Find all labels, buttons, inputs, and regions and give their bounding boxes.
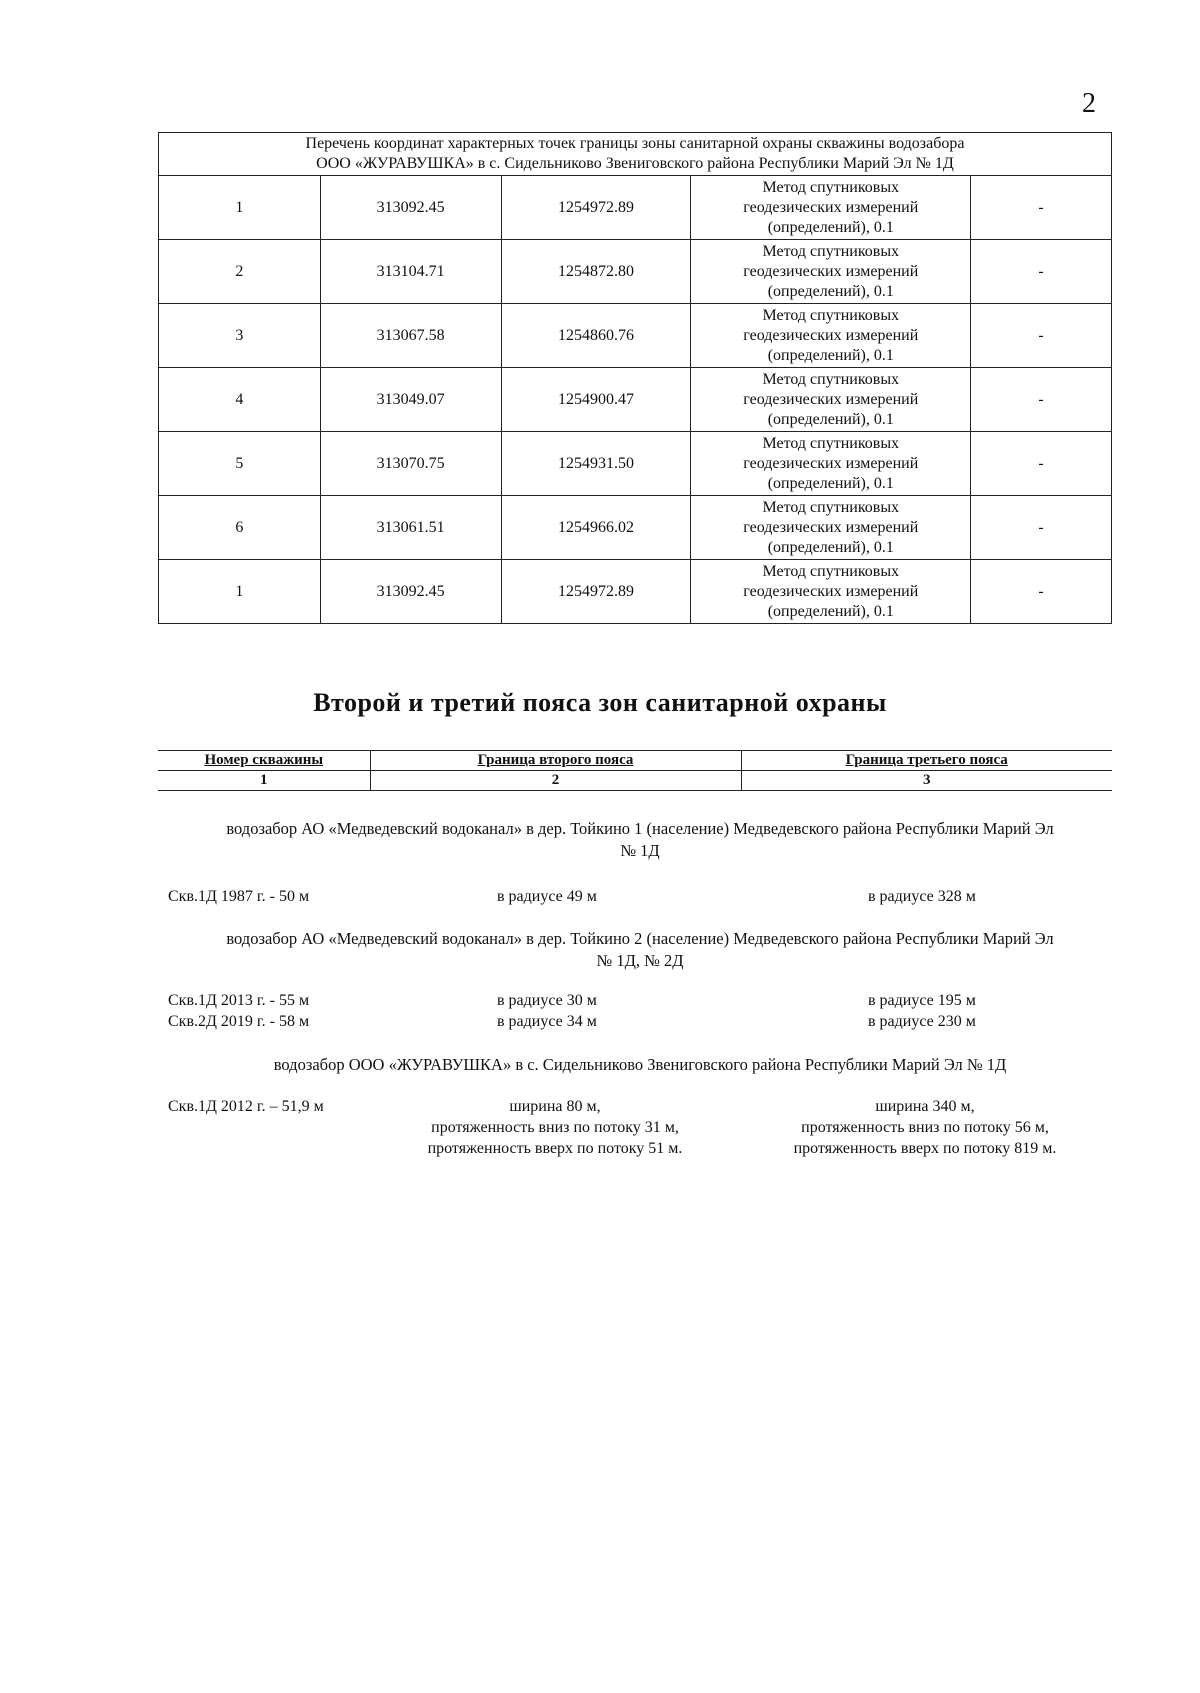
section-2-well-1: Скв.1Д 2013 г. - 55 м <box>168 992 310 1009</box>
coordinate-y: 1254931.50 <box>501 432 691 496</box>
method-line1: Метод спутниковых <box>762 370 900 388</box>
point-number: 4 <box>159 368 321 432</box>
description-dash: - <box>971 304 1112 368</box>
header-well-number: Номер скважины <box>158 751 370 771</box>
point-number: 5 <box>159 432 321 496</box>
coordinate-row <box>159 176 1112 240</box>
method-line1: Метод спутниковых <box>762 434 900 452</box>
column-number-2: 2 <box>370 771 741 791</box>
measurement-method <box>691 368 971 432</box>
section-3-zone3-downstream: протяженность вниз по потоку 56 м, <box>801 1119 1049 1136</box>
point-number: 2 <box>159 240 321 304</box>
coordinate-row <box>159 304 1112 368</box>
coordinate-y: 1254966.02 <box>501 496 691 560</box>
coordinate-y: 1254872.80 <box>501 240 691 304</box>
method-line1: Метод спутниковых <box>762 242 900 260</box>
method-line2: геодезических измерений <box>743 198 919 216</box>
method-line3: (определений), 0.1 <box>767 474 894 492</box>
coordinate-x: 313067.58 <box>320 304 501 368</box>
section-1-zone2: в радиусе 49 м <box>497 888 597 905</box>
section-2-title-line1: водозабор АО «Медведевский водоканал» в дер. Тойкино 2 (население) Медведевского района Республики Марий Эл <box>226 929 1054 948</box>
section-2-zone3-1: в радиусе 195 м <box>868 992 976 1009</box>
coordinates-title-line1: Перечень координат характерных точек границы зоны санитарной охраны скважины водозабора <box>305 135 965 152</box>
method-line2: геодезических измерений <box>743 390 919 408</box>
description-dash: - <box>971 368 1112 432</box>
coordinate-y: 1254860.76 <box>501 304 691 368</box>
method-line2: геодезических измерений <box>743 518 919 536</box>
measurement-method <box>691 496 971 560</box>
method-line2: геодезических измерений <box>743 262 919 280</box>
section-3-zone3-upstream: протяженность вверх по потоку 819 м. <box>793 1140 1057 1157</box>
coordinate-row <box>159 560 1112 624</box>
method-line2: геодезических измерений <box>743 454 919 472</box>
section-1-zone3: в радиусе 328 м <box>868 888 976 905</box>
section-3-zone2 <box>390 1096 720 1159</box>
coordinate-row <box>159 432 1112 496</box>
section-2-zone2-2: в радиусе 34 м <box>497 1013 597 1030</box>
section-heading: Второй и третий пояса зон санитарной охраны <box>313 688 887 717</box>
section-2-zone2-1: в радиусе 30 м <box>497 992 597 1009</box>
method-line3: (определений), 0.1 <box>767 602 894 620</box>
section-3-well: Скв.1Д 2012 г. – 51,9 м <box>168 1098 324 1115</box>
measurement-method <box>691 240 971 304</box>
header-second-zone: Граница второго пояса <box>370 751 741 771</box>
coordinate-x: 313104.71 <box>320 240 501 304</box>
method-line1: Метод спутниковых <box>762 562 900 580</box>
section-3-title-line1: водозабор ООО «ЖУРАВУШКА» в с. Сидельниково Звениговского района Республики Марий Эл № 1Д <box>273 1055 1007 1074</box>
method-line3: (определений), 0.1 <box>767 218 894 236</box>
point-number: 6 <box>159 496 321 560</box>
method-line3: (определений), 0.1 <box>767 346 894 364</box>
measurement-method <box>691 560 971 624</box>
description-dash: - <box>971 176 1112 240</box>
section-2-title <box>170 928 1110 972</box>
section-2-zone3-2: в радиусе 230 м <box>868 1013 976 1030</box>
coordinate-x: 313092.45 <box>320 560 501 624</box>
method-line1: Метод спутниковых <box>762 498 900 516</box>
measurement-method <box>691 432 971 496</box>
section-3-title <box>170 1054 1110 1076</box>
section-3-zone2-downstream: протяженность вниз по потоку 31 м, <box>431 1119 679 1136</box>
coordinates-table-title <box>159 133 1112 176</box>
method-line1: Метод спутниковых <box>762 306 900 324</box>
coordinate-y: 1254972.89 <box>501 560 691 624</box>
coordinate-row <box>159 368 1112 432</box>
measurement-method <box>691 304 971 368</box>
header-third-zone: Граница третьего пояса <box>741 751 1112 771</box>
point-number: 1 <box>159 176 321 240</box>
section-3-zone2-width: ширина 80 м, <box>509 1098 601 1115</box>
coordinate-x: 313070.75 <box>320 432 501 496</box>
section-1-title-line2: № 1Д <box>620 841 660 860</box>
coordinate-row <box>159 496 1112 560</box>
section-2-well-2: Скв.2Д 2019 г. - 58 м <box>168 1013 310 1030</box>
method-line1: Метод спутниковых <box>762 178 900 196</box>
point-number: 3 <box>159 304 321 368</box>
section-1-title-line1: водозабор АО «Медведевский водоканал» в дер. Тойкино 1 (население) Медведевского района Республики Марий Эл <box>226 819 1054 838</box>
description-dash: - <box>971 496 1112 560</box>
description-dash: - <box>971 432 1112 496</box>
coordinate-y: 1254900.47 <box>501 368 691 432</box>
coordinate-y: 1254972.89 <box>501 176 691 240</box>
coordinate-x: 313049.07 <box>320 368 501 432</box>
point-number: 1 <box>159 560 321 624</box>
column-number-1: 1 <box>158 771 370 791</box>
zones-header-table <box>158 750 1112 791</box>
coordinates-title-line2: ООО «ЖУРАВУШКА» в с. Сидельниково Звениговского района Республики Марий Эл № 1Д <box>316 155 954 172</box>
column-number-3: 3 <box>741 771 1112 791</box>
description-dash: - <box>971 240 1112 304</box>
section-3-zone2-upstream: протяженность вверх по потоку 51 м. <box>427 1140 683 1157</box>
section-3-zone3-width: ширина 340 м, <box>875 1098 975 1115</box>
method-line3: (определений), 0.1 <box>767 282 894 300</box>
section-2-title-line2: № 1Д, № 2Д <box>596 951 684 970</box>
method-line3: (определений), 0.1 <box>767 538 894 556</box>
method-line2: геодезических измерений <box>743 582 919 600</box>
section-3-zone3 <box>760 1096 1090 1159</box>
section-1-well: Скв.1Д 1987 г. - 50 м <box>168 888 310 905</box>
coordinate-x: 313092.45 <box>320 176 501 240</box>
coordinates-table <box>158 132 1112 624</box>
description-dash: - <box>971 560 1112 624</box>
page-number: 2 <box>1082 88 1096 119</box>
method-line3: (определений), 0.1 <box>767 410 894 428</box>
coordinate-row <box>159 240 1112 304</box>
method-line2: геодезических измерений <box>743 326 919 344</box>
measurement-method <box>691 176 971 240</box>
coordinate-x: 313061.51 <box>320 496 501 560</box>
section-1-title <box>170 818 1110 862</box>
